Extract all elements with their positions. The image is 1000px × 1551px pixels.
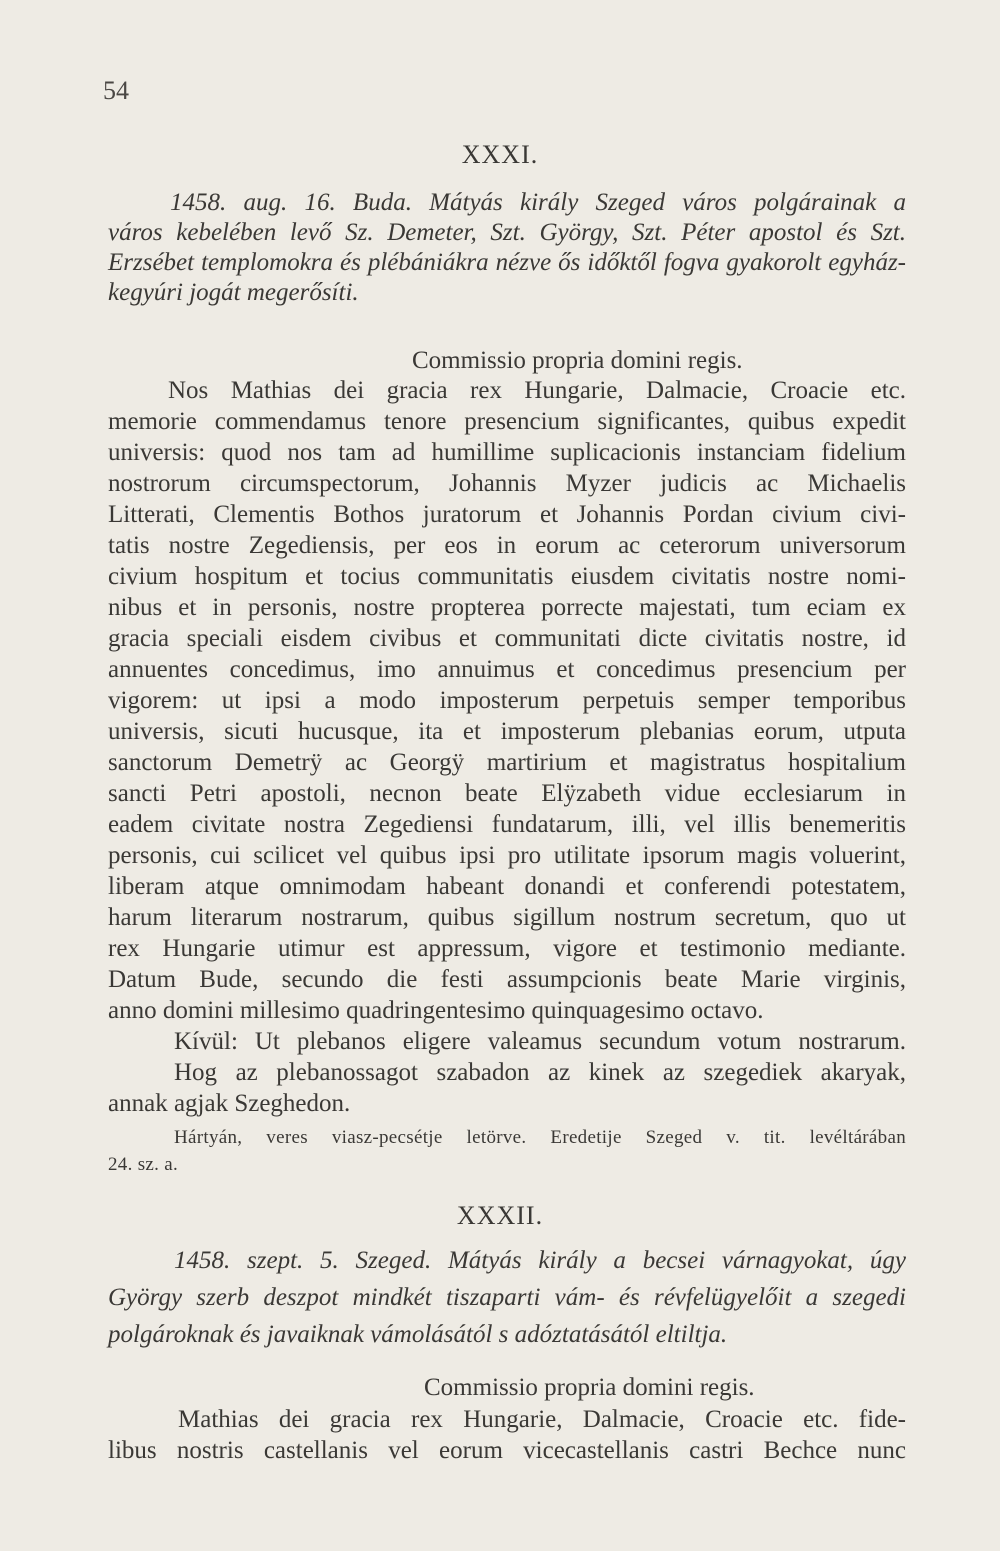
body-line: nibus et in personis, nostre propterea porrecte majestati, tum eciam ex: [108, 594, 906, 621]
body-line: annuentes concedimus, imo annuimus et concedimus presencium per: [108, 656, 906, 683]
body-line: tatis nostre Zegediensis, per eos in eorum ac ceterorum universorum: [108, 532, 906, 559]
body-line: Kívül: Ut plebanos eligere valeamus secundum votum nostrarum.: [174, 1028, 906, 1055]
archival-note-line: Hártyán, veres viasz-pecsétje letörve. Eredetije Szeged v. tit. levéltárában: [174, 1127, 906, 1148]
body-line: anno domini millesimo quadringentesimo quinquagesimo octavo.: [108, 997, 764, 1024]
page-number: 54: [103, 76, 129, 105]
regest-line: 1458. szept. 5. Szeged. Mátyás király a becsei várnagyokat, úgy: [174, 1247, 906, 1274]
body-line: libus nostris castellanis vel eorum vicecastellanis castri Bechce nunc: [108, 1437, 906, 1464]
body-line: Litterati, Clementis Bothos juratorum et Johannis Pordan civium civi-: [108, 501, 906, 528]
regest-line: Erzsébet templomokra és plébániákra nézve ős időktől fogva gyakorolt egyház-: [108, 249, 906, 276]
body-line: annak agjak Szeghedon.: [108, 1090, 351, 1117]
body-line: eadem civitate nostra Zegediensi fundatarum, illi, vel illis benemeritis: [108, 811, 906, 838]
body-line: universis, sicuti hucusque, ita et imposterum plebanias eorum, utputa: [108, 718, 906, 745]
section-heading: XXXI.: [461, 140, 539, 169]
body-line: universis: quod nos tam ad humillime suplicacionis instanciam fidelium: [108, 439, 906, 466]
regest-line: 1458. aug. 16. Buda. Mátyás király Szeged város polgárainak a: [170, 189, 906, 216]
body-line: memorie commendamus tenore presencium significantes, quibus expedit: [108, 408, 906, 435]
regest-line: polgároknak és javaiknak vámolásától s adóztatásától eltiltja.: [108, 1321, 728, 1348]
section-heading: XXXII.: [456, 1201, 544, 1230]
body-line: gracia speciali eisdem civibus et communitati dicte civitatis nostre, id: [108, 625, 906, 652]
regest-line: kegyúri jogát megerősíti.: [108, 279, 359, 306]
body-line: sanctorum Demetrÿ ac Georgÿ martirium et magistratus hospitalium: [108, 749, 906, 776]
body-line: Datum Bude, secundo die festi assumpcionis beate Marie virginis,: [108, 966, 906, 993]
archival-note-line: 24. sz. a.: [108, 1154, 179, 1175]
body-line: Hog az plebanossagot szabadon az kinek az szegediek akaryak,: [174, 1059, 906, 1086]
body-line: nostrorum circumspectorum, Johannis Myzer judicis ac Michaelis: [108, 470, 906, 497]
body-line: Mathias dei gracia rex Hungarie, Dalmacie, Croacie etc. fide-: [178, 1406, 906, 1433]
body-line: liberam atque omnimodam habeant donandi et conferendi potestatem,: [108, 873, 906, 900]
body-line: civium hospitum et tocius communitatis eiusdem civitatis nostre nomi-: [108, 563, 906, 590]
body-line: personis, cui scilicet vel quibus ipsi pro utilitate ipsorum magis voluerint,: [108, 842, 906, 869]
regest-line: város kebelében levő Sz. Demeter, Szt. György, Szt. Péter apostol és Szt.: [108, 219, 906, 246]
regest-line: György szerb deszpot mindkét tiszaparti vám- és révfelügyelőit a szegedi: [108, 1284, 906, 1311]
body-line: sancti Petri apostoli, necnon beate Elÿzabeth vidue ecclesiarum in: [108, 780, 906, 807]
body-line: Nos Mathias dei gracia rex Hungarie, Dalmacie, Croacie etc.: [168, 377, 906, 404]
body-line: vigorem: ut ipsi a modo imposterum perpetuis semper temporibus: [108, 687, 906, 714]
body-line: harum literarum nostrarum, quibus sigillum nostrum secretum, quo ut: [108, 904, 906, 931]
commissio-line: Commissio propria domini regis.: [412, 347, 743, 374]
commissio-line: Commissio propria domini regis.: [424, 1374, 755, 1401]
body-line: rex Hungarie utimur est appressum, vigore et testimonio mediante.: [108, 935, 906, 962]
